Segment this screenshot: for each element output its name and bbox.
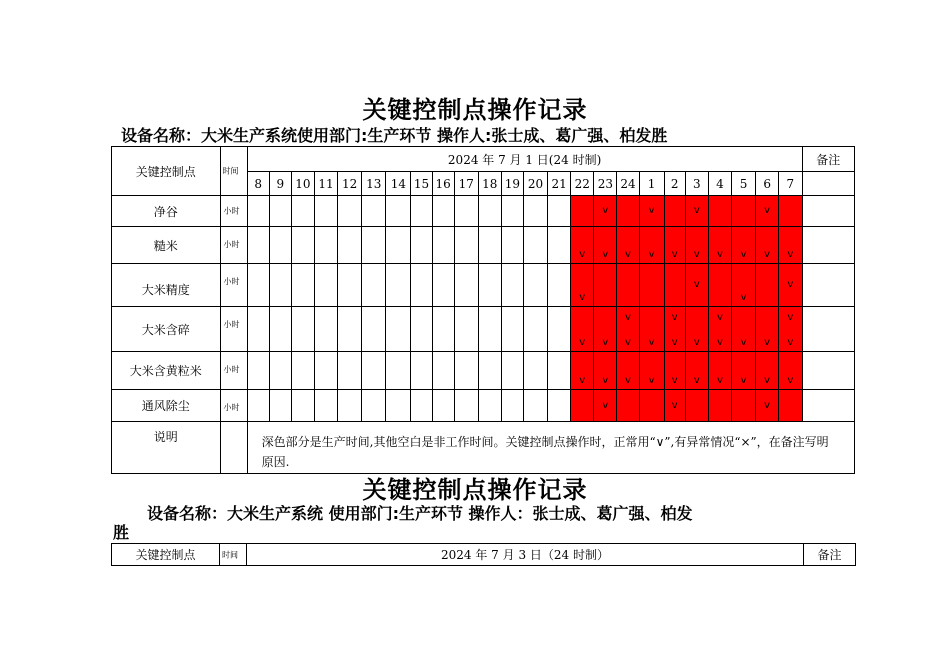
hour-cell	[664, 196, 685, 227]
hour-cell	[639, 352, 664, 390]
hour-cell	[338, 227, 362, 264]
hour-cell	[571, 352, 594, 390]
hour-cell	[247, 352, 269, 390]
hour-cell	[411, 307, 432, 352]
hour-cell	[478, 390, 501, 422]
check-mark: v	[602, 337, 609, 348]
check-mark: v	[579, 249, 586, 260]
hour-cell	[386, 352, 411, 390]
hour-cell	[291, 307, 314, 352]
hour-cell	[779, 307, 802, 352]
hour-cell	[685, 227, 708, 264]
control-point-name: 大米含碎	[112, 307, 221, 352]
hour-cell	[523, 307, 547, 352]
check-mark: v	[579, 292, 586, 303]
control-point-name: 通风除尘	[112, 390, 221, 422]
hour-header: 23	[594, 172, 617, 196]
hour-cell	[501, 227, 523, 264]
hour-header: 1	[639, 172, 664, 196]
doc1-title: 关键控制点操作记录	[362, 96, 588, 124]
hour-cell	[617, 352, 639, 390]
hour-cell	[454, 307, 478, 352]
hour-cell	[478, 264, 501, 307]
check-mark: v	[579, 375, 586, 386]
hour-cell	[548, 264, 571, 307]
hour-cell	[315, 352, 338, 390]
hour-cell	[664, 390, 685, 422]
hour-cell	[571, 227, 594, 264]
control-point-name: 净谷	[112, 196, 221, 227]
doc1-time-label: 时间	[220, 147, 247, 196]
hour-cell	[362, 352, 386, 390]
hour-cell	[779, 227, 802, 264]
check-mark: v	[602, 205, 609, 216]
hour-cell	[756, 352, 779, 390]
check-mark: v	[716, 337, 723, 348]
hour-header: 24	[617, 172, 639, 196]
hour-cell	[708, 390, 731, 422]
check-mark: v	[625, 337, 631, 348]
doc2-date-label: 2024 年 7 月 3 日（24 时制）	[247, 544, 804, 566]
hour-cell	[523, 196, 547, 227]
hour-cell	[731, 307, 755, 352]
check-mark: v	[648, 337, 655, 348]
hour-header: 8	[247, 172, 269, 196]
hour-cell	[501, 307, 523, 352]
remarks-cell	[802, 196, 854, 227]
check-mark: v	[648, 205, 655, 216]
remarks-cell	[802, 264, 854, 307]
hour-cell	[756, 227, 779, 264]
unit-label: 小时	[220, 264, 247, 307]
check-mark: v	[764, 205, 771, 216]
hour-cell	[454, 264, 478, 307]
hour-cell	[386, 227, 411, 264]
remarks-cell	[802, 352, 854, 390]
hour-cell	[478, 227, 501, 264]
hour-cell	[411, 390, 432, 422]
hour-cell	[362, 264, 386, 307]
hour-cell	[664, 352, 685, 390]
remarks-header-blank	[802, 172, 854, 196]
hour-cell	[269, 264, 291, 307]
explain-cell	[247, 422, 854, 474]
hour-header: 3	[685, 172, 708, 196]
doc1-record-table	[111, 146, 855, 474]
check-mark: v	[625, 375, 631, 386]
hour-cell	[617, 264, 639, 307]
check-mark: v	[716, 249, 723, 260]
hour-cell	[432, 264, 454, 307]
hour-cell	[548, 390, 571, 422]
hour-cell	[685, 307, 708, 352]
hour-cell	[756, 264, 779, 307]
table-row	[112, 352, 855, 390]
hour-cell	[639, 264, 664, 307]
hour-header: 18	[478, 172, 501, 196]
hour-cell	[664, 307, 685, 352]
explain-label: 说明	[112, 422, 221, 474]
unit-label: 小时	[220, 227, 247, 264]
check-mark: v	[602, 399, 609, 411]
hour-cell	[617, 196, 639, 227]
hour-cell	[639, 227, 664, 264]
hour-cell	[731, 352, 755, 390]
check-mark: v	[787, 279, 794, 290]
hour-cell	[594, 352, 617, 390]
hour-cell	[362, 227, 386, 264]
doc1-header-label: 关键控制点	[112, 147, 221, 196]
hour-cell	[523, 227, 547, 264]
hour-cell	[432, 307, 454, 352]
hour-header: 4	[708, 172, 731, 196]
hour-cell	[386, 390, 411, 422]
doc2-meta-line-2: 胜	[113, 523, 130, 542]
doc2-meta-line-1: 设备名称：大米生产系统 使用部门:生产环节 操作人：张士成、葛广强、柏发	[147, 504, 693, 523]
hour-cell	[501, 390, 523, 422]
doc2-remarks-label: 备注	[804, 544, 856, 566]
hour-cell	[478, 352, 501, 390]
hour-cell	[386, 264, 411, 307]
hour-cell	[731, 227, 755, 264]
hour-cell	[291, 196, 314, 227]
table-row	[112, 227, 855, 264]
hour-cell	[269, 352, 291, 390]
hour-cell	[338, 196, 362, 227]
hour-cell	[362, 390, 386, 422]
hour-cell	[454, 227, 478, 264]
hour-cell	[731, 196, 755, 227]
unit-label: 小时	[220, 390, 247, 422]
check-mark: v	[787, 375, 794, 386]
hour-cell	[411, 227, 432, 264]
hour-cell	[247, 307, 269, 352]
hour-cell	[315, 264, 338, 307]
hour-header: 13	[362, 172, 386, 196]
check-mark: v	[740, 375, 747, 386]
hour-cell	[548, 352, 571, 390]
hour-cell	[338, 352, 362, 390]
hour-cell	[708, 196, 731, 227]
table-row	[112, 390, 855, 422]
check-mark: v	[787, 312, 794, 323]
check-mark: v	[602, 375, 609, 386]
doc1-meta-line: 设备名称：大米生产系统使用部门:生产环节 操作人:张士成、葛广强、柏发胜	[121, 126, 668, 145]
hour-header: 15	[411, 172, 432, 196]
hour-header: 7	[779, 172, 802, 196]
hour-cell	[315, 390, 338, 422]
hour-cell	[617, 390, 639, 422]
hour-cell	[362, 307, 386, 352]
check-mark: v	[602, 249, 609, 260]
table-row	[112, 307, 855, 352]
hour-cell	[664, 227, 685, 264]
check-mark: v	[764, 337, 771, 348]
check-mark: v	[764, 249, 771, 260]
hour-cell	[685, 352, 708, 390]
hour-cell	[411, 352, 432, 390]
hour-cell	[386, 196, 411, 227]
doc1-remarks-label: 备注	[802, 147, 854, 172]
hour-cell	[756, 196, 779, 227]
hour-cell	[432, 196, 454, 227]
doc2-record-table	[111, 543, 856, 566]
hour-cell	[571, 390, 594, 422]
check-mark: v	[693, 337, 700, 348]
check-mark: v	[693, 249, 700, 260]
hour-cell	[454, 390, 478, 422]
hour-cell	[501, 264, 523, 307]
hour-cell	[291, 264, 314, 307]
doc2-title: 关键控制点操作记录	[362, 476, 588, 504]
remarks-cell	[802, 307, 854, 352]
hour-cell	[708, 352, 731, 390]
hour-cell	[571, 307, 594, 352]
hour-cell	[247, 264, 269, 307]
doc2-time-label: 时间	[220, 544, 247, 566]
check-mark: v	[671, 312, 678, 323]
hour-cell	[779, 390, 802, 422]
hour-cell	[548, 307, 571, 352]
check-mark: v	[648, 249, 655, 260]
hour-cell	[338, 390, 362, 422]
hour-cell	[315, 227, 338, 264]
hour-cell	[779, 264, 802, 307]
hour-header: 21	[548, 172, 571, 196]
hour-header: 10	[291, 172, 314, 196]
unit-label: 小时	[220, 307, 247, 352]
hour-cell	[338, 307, 362, 352]
hour-cell	[639, 196, 664, 227]
hour-header: 6	[756, 172, 779, 196]
table-row	[112, 264, 855, 307]
hour-cell	[411, 264, 432, 307]
hour-header: 16	[432, 172, 454, 196]
hour-cell	[269, 196, 291, 227]
hour-cell	[247, 227, 269, 264]
hour-cell	[411, 196, 432, 227]
remarks-cell	[802, 227, 854, 264]
hour-cell	[594, 264, 617, 307]
hour-cell	[386, 307, 411, 352]
hour-cell	[594, 227, 617, 264]
hour-header: 2	[664, 172, 685, 196]
hour-cell	[338, 264, 362, 307]
explain-blank	[220, 422, 247, 474]
hour-cell	[501, 196, 523, 227]
hour-cell	[501, 352, 523, 390]
hour-cell	[685, 196, 708, 227]
hour-cell	[708, 227, 731, 264]
hour-cell	[291, 390, 314, 422]
hour-header: 9	[269, 172, 291, 196]
hour-cell	[291, 352, 314, 390]
hour-cell	[269, 227, 291, 264]
hour-header: 20	[523, 172, 547, 196]
hour-cell	[454, 196, 478, 227]
check-mark: v	[671, 399, 678, 411]
hour-cell	[731, 390, 755, 422]
hour-cell	[454, 352, 478, 390]
hour-cell	[548, 227, 571, 264]
hour-cell	[594, 196, 617, 227]
hour-cell	[432, 227, 454, 264]
check-mark: v	[693, 205, 700, 216]
hour-cell	[432, 390, 454, 422]
hour-header: 12	[338, 172, 362, 196]
unit-label: 小时	[220, 352, 247, 390]
hour-cell	[708, 264, 731, 307]
check-mark: v	[787, 249, 794, 260]
hour-cell	[315, 196, 338, 227]
hour-cell	[432, 352, 454, 390]
hour-cell	[548, 196, 571, 227]
remarks-cell	[802, 390, 854, 422]
hour-cell	[779, 196, 802, 227]
hour-cell	[571, 264, 594, 307]
hour-cell	[639, 390, 664, 422]
hour-cell	[523, 352, 547, 390]
hour-cell	[731, 264, 755, 307]
hour-header: 14	[386, 172, 411, 196]
check-mark: v	[693, 375, 700, 386]
hour-cell	[362, 196, 386, 227]
control-point-name: 大米含黄粒米	[112, 352, 221, 390]
check-mark: v	[693, 279, 700, 290]
check-mark: v	[716, 375, 723, 386]
hour-cell	[708, 307, 731, 352]
check-mark: v	[740, 337, 747, 348]
check-mark: v	[671, 337, 678, 348]
hour-cell	[756, 307, 779, 352]
doc1-date-label: 2024 年 7 月 1 日(24 时制)	[247, 147, 802, 172]
check-mark: v	[764, 399, 771, 411]
hour-cell	[247, 196, 269, 227]
hour-cell	[617, 227, 639, 264]
control-point-name: 糙米	[112, 227, 221, 264]
unit-label: 小时	[220, 196, 247, 227]
check-mark: v	[787, 337, 794, 348]
hour-cell	[478, 196, 501, 227]
check-mark: v	[716, 312, 723, 323]
hour-header: 11	[315, 172, 338, 196]
check-mark: v	[625, 312, 631, 323]
check-mark: v	[648, 375, 655, 386]
check-mark: v	[671, 249, 678, 260]
doc2-header-label: 关键控制点	[112, 544, 220, 566]
hour-cell	[315, 307, 338, 352]
hour-cell	[594, 307, 617, 352]
hour-cell	[685, 264, 708, 307]
hour-cell	[523, 264, 547, 307]
explain-text: 深色部分是生产时间,其他空白是非工作时间。关键控制点操作时，正常用“∨”,有异常情况“×”，在备注写明原因.	[261, 435, 829, 469]
table-row	[112, 196, 855, 227]
hour-cell	[594, 390, 617, 422]
hour-header: 19	[501, 172, 523, 196]
check-mark: v	[740, 249, 747, 260]
hour-cell	[247, 390, 269, 422]
hour-cell	[269, 307, 291, 352]
hour-cell	[685, 390, 708, 422]
hour-cell	[639, 307, 664, 352]
check-mark: v	[579, 337, 586, 348]
hour-header: 5	[731, 172, 755, 196]
hour-cell	[617, 307, 639, 352]
control-point-name: 大米精度	[112, 264, 221, 307]
hour-header: 22	[571, 172, 594, 196]
check-mark: v	[740, 292, 747, 303]
hour-cell	[291, 227, 314, 264]
check-mark: v	[671, 375, 678, 386]
hour-header: 17	[454, 172, 478, 196]
hour-cell	[756, 390, 779, 422]
hour-cell	[523, 390, 547, 422]
check-mark: v	[764, 375, 771, 386]
hour-cell	[779, 352, 802, 390]
hour-cell	[664, 264, 685, 307]
hour-cell	[269, 390, 291, 422]
hour-cell	[571, 196, 594, 227]
hour-cell	[478, 307, 501, 352]
check-mark: v	[625, 249, 631, 260]
